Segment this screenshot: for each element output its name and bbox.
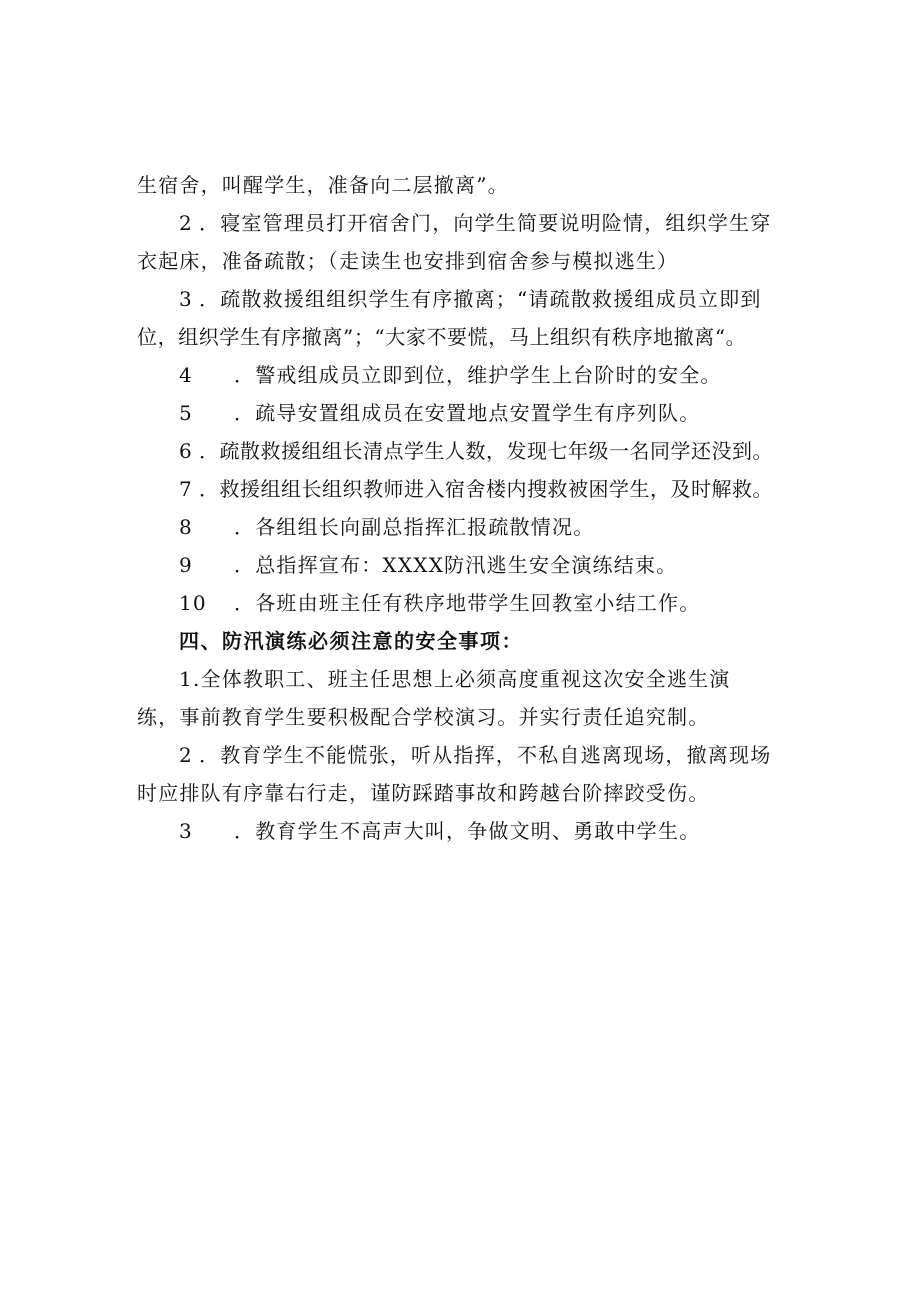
line-text: 生宿舍，叫醒学生，准备向二层撤离”。 <box>137 173 509 197</box>
item-number: 3 <box>179 287 193 311</box>
item-text: ．教育学生不能慌张，听从指挥，不私自逃离现场，撤离现场 <box>199 743 772 767</box>
item-text: ．寝室管理员打开宿舍门，向学生简要说明险情，组织学生穿 <box>199 211 772 235</box>
item-text: .全体教职工、班主任思想上必须高度重视这次安全逃生演 <box>192 667 731 691</box>
item-text: ．各组组长向副总指挥汇报疏散情况。 <box>234 515 595 539</box>
item-text: ．总指挥宣布：XXXX防汛逃生安全演练结束。 <box>234 553 678 577</box>
item-text: ．救援组组长组织教师进入宿舍楼内搜救被困学生，及时解救。 <box>199 477 773 501</box>
item-number: 9 <box>179 553 193 577</box>
item-text: ．教育学生不高声大叫，争做文明、勇敢中学生。 <box>234 819 701 843</box>
line-text: 衣起床，准备疏散；（走读生也安排到宿舍参与模拟逃生） <box>137 249 679 273</box>
list-item <box>179 664 731 694</box>
paragraph-line <box>137 778 709 808</box>
list-item <box>179 816 700 846</box>
list-item <box>179 550 677 580</box>
item-text: ．疏导安置组成员在安置地点安置学生有序列队。 <box>234 401 701 425</box>
heading-text: 四、防汛演练必须注意的安全事项： <box>179 629 523 653</box>
item-number: 5 <box>179 401 193 425</box>
list-item <box>179 398 700 428</box>
item-number: 7 <box>179 477 193 501</box>
list-item <box>179 588 700 618</box>
list-item <box>179 436 773 466</box>
line-text: 练，事前教育学生要积极配合学校演习。并实行责任追究制。 <box>137 705 710 729</box>
line-text: 时应排队有序靠右行走，谨防踩踏事故和跨越台阶摔跤受伤。 <box>137 781 710 805</box>
item-number: 1 <box>179 667 193 691</box>
item-number: 6 <box>179 439 193 463</box>
list-item <box>179 284 762 314</box>
line-text: 位，组织学生有序撤离”；“大家不要慌，马上组织有秩序地撤离“。 <box>137 325 747 349</box>
item-number: 4 <box>179 363 193 387</box>
list-item <box>179 740 771 770</box>
item-text: ．各班由班主任有秩序地带学生回教室小结工作。 <box>234 591 701 615</box>
item-text: ．疏散救援组组织学生有序撤离；“请疏散救援组成员立即到 <box>199 287 762 311</box>
paragraph-line <box>137 322 746 352</box>
paragraph-line <box>137 702 709 732</box>
list-item <box>179 208 771 238</box>
item-text: ．疏散救援组组长清点学生人数，发现七年级一名同学还没到。 <box>199 439 773 463</box>
item-number: 2 <box>179 211 193 235</box>
list-item <box>179 474 773 504</box>
item-number: 10 <box>179 591 207 615</box>
list-item <box>179 512 594 542</box>
paragraph-line <box>137 170 509 200</box>
paragraph-line <box>137 246 678 276</box>
list-item <box>179 360 722 390</box>
section-heading <box>179 626 523 656</box>
item-number: 3 <box>179 819 193 843</box>
item-number: 2 <box>179 743 193 767</box>
item-text: ．警戒组成员立即到位，维护学生上台阶时的安全。 <box>234 363 722 387</box>
item-number: 8 <box>179 515 193 539</box>
